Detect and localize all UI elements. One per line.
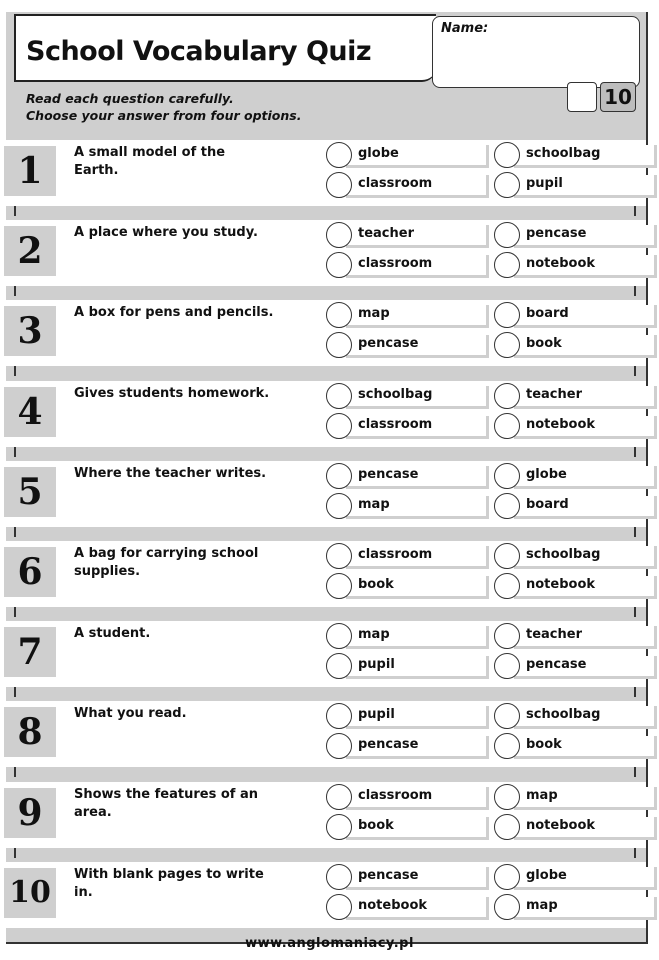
- answer-option-text: classroom: [358, 417, 433, 432]
- question-row: [0, 701, 659, 781]
- radio-circle-icon[interactable]: [494, 543, 520, 569]
- answer-option-label-box: [346, 145, 489, 168]
- answer-option[interactable]: [326, 142, 486, 168]
- question-number-box: [4, 547, 56, 597]
- answer-option[interactable]: [494, 814, 654, 840]
- answer-option-label-box: [514, 897, 657, 920]
- radio-circle-icon[interactable]: [326, 733, 352, 759]
- radio-circle-icon[interactable]: [326, 493, 352, 519]
- answer-option-text: book: [358, 577, 394, 592]
- answer-option[interactable]: [494, 252, 654, 278]
- answer-option-text: pencase: [358, 868, 419, 883]
- answer-option[interactable]: [494, 332, 654, 358]
- radio-circle-icon[interactable]: [494, 172, 520, 198]
- question-row: [0, 621, 659, 701]
- question-number-box: [4, 467, 56, 517]
- question-number-box: [4, 226, 56, 276]
- instruction-line-1: Read each question carefully.: [26, 91, 234, 106]
- answer-option-text: schoolbag: [526, 146, 601, 161]
- answer-option-text: globe: [526, 868, 567, 883]
- question-row: [0, 541, 659, 621]
- score-total: 10: [600, 82, 636, 112]
- row-divider: [14, 767, 636, 777]
- answer-option-text: classroom: [358, 256, 433, 271]
- answer-option[interactable]: [494, 172, 654, 198]
- answer-option-text: schoolbag: [358, 387, 433, 402]
- question-text: With blank pages to write in.: [74, 867, 264, 900]
- answer-option-label-box: [514, 736, 657, 759]
- answer-option-text: globe: [358, 146, 399, 161]
- answer-option-label-box: [346, 787, 489, 810]
- row-divider: [14, 848, 636, 858]
- radio-circle-icon[interactable]: [326, 383, 352, 409]
- question-text: Where the teacher writes.: [74, 466, 267, 481]
- answer-option[interactable]: [494, 864, 654, 890]
- answer-option-text: pencase: [358, 336, 419, 351]
- radio-circle-icon[interactable]: [494, 493, 520, 519]
- radio-circle-icon[interactable]: [494, 894, 520, 920]
- question-number-box: [4, 868, 56, 918]
- answer-option-text: book: [526, 737, 562, 752]
- answer-option-label-box: [514, 225, 657, 248]
- answer-option-label-box: [346, 175, 489, 198]
- answer-option-text: map: [358, 627, 390, 642]
- answer-option-label-box: [514, 386, 657, 409]
- question-number-box: [4, 306, 56, 356]
- radio-circle-icon[interactable]: [326, 864, 352, 890]
- answer-option-text: notebook: [526, 818, 596, 833]
- answer-option-text: book: [526, 336, 562, 351]
- answer-option[interactable]: [326, 383, 486, 409]
- radio-circle-icon[interactable]: [494, 814, 520, 840]
- answer-option-text: schoolbag: [526, 547, 601, 562]
- row-divider: [14, 206, 636, 216]
- question-number: 1: [17, 150, 43, 192]
- row-divider: [14, 286, 636, 296]
- answer-option-text: pencase: [526, 226, 587, 241]
- answer-option-text: teacher: [526, 387, 582, 402]
- question-number: 3: [17, 310, 43, 352]
- question-number: 2: [17, 230, 43, 272]
- row-divider: [14, 447, 636, 457]
- answer-option[interactable]: [326, 413, 486, 439]
- answer-option[interactable]: [326, 463, 486, 489]
- question-number: 6: [17, 551, 43, 593]
- radio-circle-icon[interactable]: [494, 383, 520, 409]
- answer-option-text: board: [526, 306, 569, 321]
- answer-option-text: board: [526, 497, 569, 512]
- answer-option[interactable]: [326, 302, 486, 328]
- answer-option[interactable]: [326, 543, 486, 569]
- answer-option[interactable]: [494, 302, 654, 328]
- answer-option-text: map: [358, 306, 390, 321]
- radio-circle-icon[interactable]: [494, 252, 520, 278]
- question-text: What you read.: [74, 706, 187, 721]
- answer-option[interactable]: [326, 864, 486, 890]
- answer-option[interactable]: [494, 653, 654, 679]
- answer-option-text: teacher: [358, 226, 414, 241]
- answer-option-label-box: [346, 867, 489, 890]
- answer-option[interactable]: [326, 252, 486, 278]
- answer-option-text: map: [358, 497, 390, 512]
- answer-option-label-box: [514, 335, 657, 358]
- answer-option-label-box: [514, 496, 657, 519]
- answer-option[interactable]: [494, 703, 654, 729]
- answer-option-text: teacher: [526, 627, 582, 642]
- radio-circle-icon[interactable]: [494, 142, 520, 168]
- radio-circle-icon[interactable]: [494, 784, 520, 810]
- answer-option-label-box: [346, 496, 489, 519]
- radio-circle-icon[interactable]: [326, 814, 352, 840]
- score-input[interactable]: [567, 82, 597, 112]
- radio-circle-icon[interactable]: [326, 172, 352, 198]
- answer-option-label-box: [514, 255, 657, 278]
- answer-option[interactable]: [326, 653, 486, 679]
- question-number-box: [4, 788, 56, 838]
- answer-option[interactable]: [494, 894, 654, 920]
- answer-option-text: notebook: [526, 417, 596, 432]
- answer-option-text: notebook: [526, 577, 596, 592]
- radio-circle-icon[interactable]: [494, 413, 520, 439]
- radio-circle-icon[interactable]: [494, 733, 520, 759]
- answer-option[interactable]: [494, 623, 654, 649]
- answer-option-text: globe: [526, 467, 567, 482]
- answer-option[interactable]: [494, 142, 654, 168]
- answer-option-text: pupil: [358, 707, 395, 722]
- question-number: 10: [9, 875, 51, 910]
- question-row: [0, 381, 659, 461]
- answer-option-label-box: [514, 626, 657, 649]
- radio-circle-icon[interactable]: [494, 864, 520, 890]
- answer-option-text: pupil: [358, 657, 395, 672]
- radio-circle-icon[interactable]: [494, 623, 520, 649]
- answer-option[interactable]: [494, 222, 654, 248]
- answer-option[interactable]: [326, 784, 486, 810]
- answer-option-text: map: [526, 788, 558, 803]
- row-divider: [14, 366, 636, 376]
- radio-circle-icon[interactable]: [326, 784, 352, 810]
- question-number: 8: [17, 711, 43, 753]
- name-field[interactable]: [432, 16, 640, 88]
- page-title: School Vocabulary Quiz: [26, 36, 372, 67]
- question-row: [0, 461, 659, 541]
- answer-option-label-box: [346, 626, 489, 649]
- answer-option-label-box: [346, 736, 489, 759]
- answer-option[interactable]: [326, 493, 486, 519]
- answer-option-label-box: [346, 706, 489, 729]
- answer-option-label-box: [346, 386, 489, 409]
- answer-option[interactable]: [494, 573, 654, 599]
- answer-option[interactable]: [326, 894, 486, 920]
- answer-option-label-box: [346, 576, 489, 599]
- answer-option-label-box: [514, 175, 657, 198]
- answer-option[interactable]: [326, 573, 486, 599]
- answer-option-text: classroom: [358, 788, 433, 803]
- answer-option[interactable]: [494, 463, 654, 489]
- answer-option[interactable]: [494, 784, 654, 810]
- question-row: [0, 782, 659, 862]
- answer-option-label-box: [514, 305, 657, 328]
- answer-option-label-box: [346, 225, 489, 248]
- answer-option-label-box: [514, 576, 657, 599]
- answer-option[interactable]: [326, 703, 486, 729]
- answer-option-text: pupil: [526, 176, 563, 191]
- answer-option-text: classroom: [358, 547, 433, 562]
- answer-option-label-box: [346, 546, 489, 569]
- answer-option[interactable]: [326, 332, 486, 358]
- answer-option-text: notebook: [358, 898, 428, 913]
- radio-circle-icon[interactable]: [326, 302, 352, 328]
- answer-option-label-box: [514, 546, 657, 569]
- question-text: A student.: [74, 626, 151, 641]
- answer-option-text: schoolbag: [526, 707, 601, 722]
- answer-option-text: pencase: [358, 467, 419, 482]
- title-box: [14, 14, 436, 82]
- answer-option-label-box: [514, 145, 657, 168]
- answer-option[interactable]: [326, 623, 486, 649]
- question-number-box: [4, 146, 56, 196]
- answer-option-text: notebook: [526, 256, 596, 271]
- question-number-box: [4, 387, 56, 437]
- radio-circle-icon[interactable]: [494, 703, 520, 729]
- answer-option[interactable]: [326, 172, 486, 198]
- answer-option-label-box: [346, 466, 489, 489]
- radio-circle-icon[interactable]: [326, 413, 352, 439]
- answer-option[interactable]: [494, 543, 654, 569]
- answer-option[interactable]: [494, 413, 654, 439]
- answer-option-text: book: [358, 818, 394, 833]
- radio-circle-icon[interactable]: [326, 332, 352, 358]
- question-number: 4: [17, 391, 43, 433]
- answer-option-text: pencase: [358, 737, 419, 752]
- radio-circle-icon[interactable]: [326, 463, 352, 489]
- answer-option[interactable]: [326, 733, 486, 759]
- question-row: [0, 140, 659, 220]
- radio-circle-icon[interactable]: [494, 463, 520, 489]
- question-row: [0, 220, 659, 300]
- instructions: [26, 90, 301, 124]
- radio-circle-icon[interactable]: [326, 894, 352, 920]
- answer-option-label-box: [346, 305, 489, 328]
- radio-circle-icon[interactable]: [494, 302, 520, 328]
- question-text: A small model of the Earth.: [74, 145, 226, 178]
- question-text: A place where you study.: [74, 225, 258, 240]
- radio-circle-icon[interactable]: [326, 703, 352, 729]
- radio-circle-icon[interactable]: [494, 573, 520, 599]
- answer-option-text: classroom: [358, 176, 433, 191]
- question-number: 9: [17, 792, 43, 834]
- answer-option-text: pencase: [526, 657, 587, 672]
- question-number-box: [4, 627, 56, 677]
- answer-option-label-box: [514, 656, 657, 679]
- answer-option-label-box: [514, 706, 657, 729]
- radio-circle-icon[interactable]: [326, 623, 352, 649]
- radio-circle-icon[interactable]: [326, 222, 352, 248]
- answer-option[interactable]: [326, 222, 486, 248]
- radio-circle-icon[interactable]: [494, 222, 520, 248]
- answer-option[interactable]: [494, 493, 654, 519]
- answer-option-label-box: [514, 466, 657, 489]
- question-row: [0, 862, 659, 942]
- answer-option-label-box: [514, 817, 657, 840]
- answer-option-label-box: [346, 897, 489, 920]
- radio-circle-icon[interactable]: [326, 653, 352, 679]
- radio-circle-icon[interactable]: [494, 653, 520, 679]
- question-row: [0, 300, 659, 380]
- answer-option-label-box: [514, 867, 657, 890]
- answer-option[interactable]: [494, 733, 654, 759]
- radio-circle-icon[interactable]: [326, 573, 352, 599]
- answer-option-label-box: [514, 416, 657, 439]
- answer-option-label-box: [514, 787, 657, 810]
- answer-option-text: map: [526, 898, 558, 913]
- radio-circle-icon[interactable]: [326, 252, 352, 278]
- question-number: 7: [17, 631, 43, 673]
- answer-option-label-box: [346, 817, 489, 840]
- answer-option-label-box: [346, 656, 489, 679]
- answer-option-label-box: [346, 335, 489, 358]
- question-text: Shows the features of an area.: [74, 787, 258, 820]
- row-divider: [14, 607, 636, 617]
- name-label: Name:: [441, 21, 489, 36]
- question-text: A bag for carrying school supplies.: [74, 546, 259, 579]
- radio-circle-icon[interactable]: [494, 332, 520, 358]
- question-number: 5: [17, 471, 43, 513]
- radio-circle-icon[interactable]: [326, 543, 352, 569]
- row-divider: [14, 687, 636, 697]
- question-text: A box for pens and pencils.: [74, 305, 274, 320]
- answer-option[interactable]: [326, 814, 486, 840]
- radio-circle-icon[interactable]: [326, 142, 352, 168]
- footer-website: www.anglomaniacy.pl: [245, 936, 414, 951]
- question-text: Gives students homework.: [74, 386, 270, 401]
- answer-option[interactable]: [494, 383, 654, 409]
- answer-option-label-box: [346, 416, 489, 439]
- instruction-line-2: Choose your answer from four options.: [26, 108, 302, 123]
- question-number-box: [4, 707, 56, 757]
- row-divider: [14, 527, 636, 537]
- answer-option-label-box: [346, 255, 489, 278]
